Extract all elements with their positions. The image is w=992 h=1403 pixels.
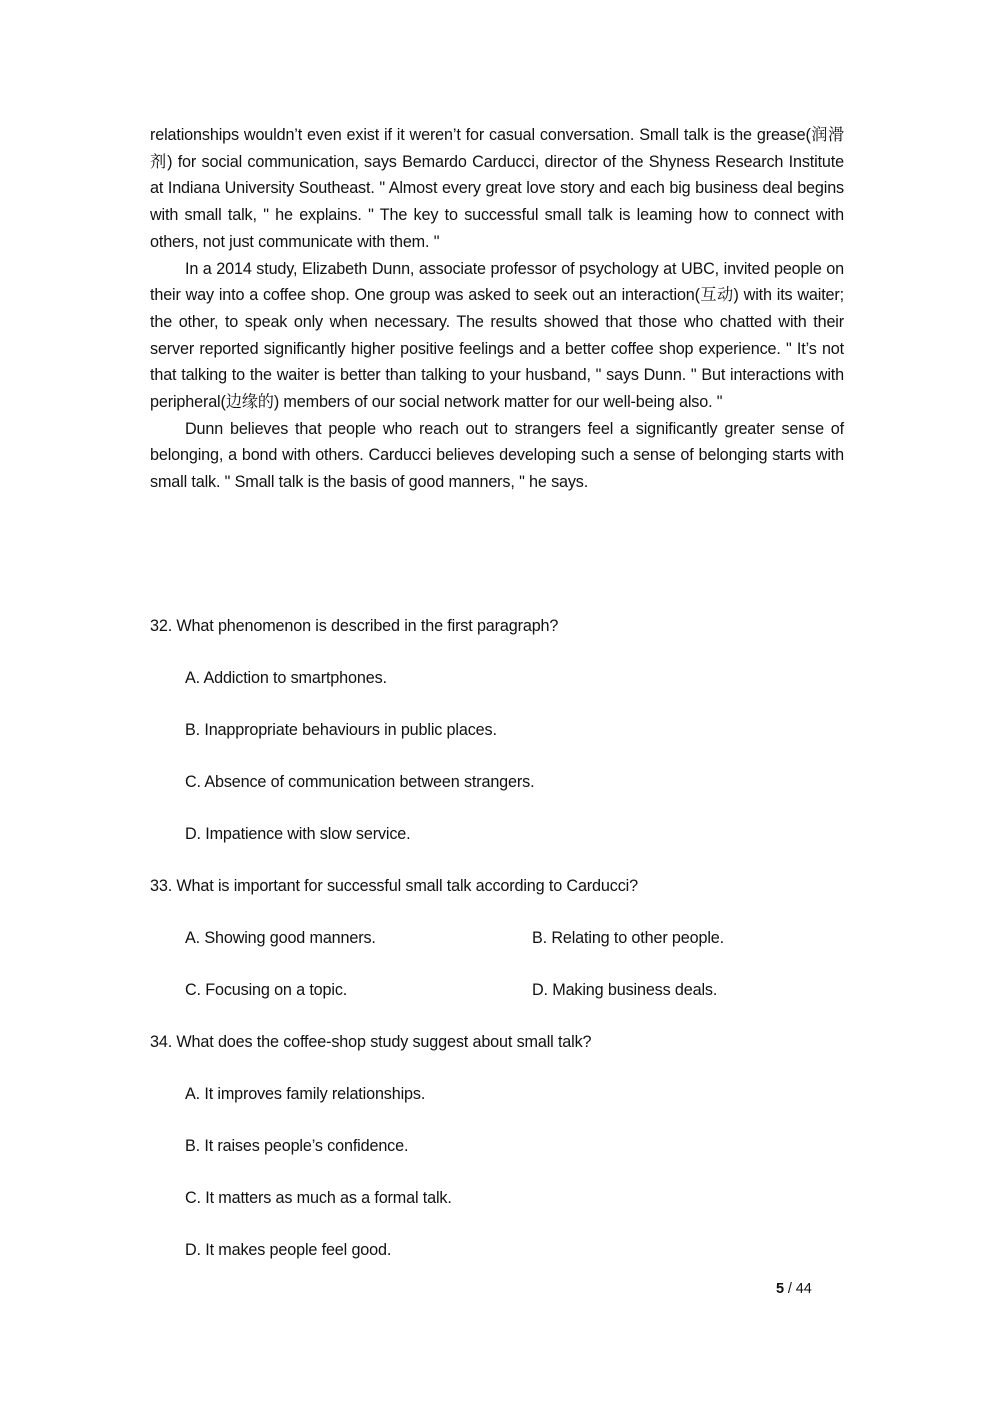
passage-paragraph-3: Dunn believes that people who reach out to strangers feel a significantly greater sense of belonging, a bond with others. Carducci believes developing such a sense of belonging starts with small talk. " Small talk is the basis of good manners, " he says. bbox=[150, 419, 844, 492]
passage bbox=[150, 122, 844, 496]
question-number: 32. bbox=[150, 617, 173, 635]
question-33 bbox=[150, 875, 638, 897]
option-33-b: B. Relating to other people. bbox=[532, 929, 724, 947]
question-34 bbox=[150, 1031, 591, 1053]
option-34-c: C. It matters as much as a formal talk. bbox=[185, 1189, 452, 1207]
page-separator: / bbox=[783, 1281, 796, 1297]
passage-paragraph-1: relationships wouldn’t even exist if it weren’t for casual conversation. Small talk is the grease(润滑剂) for social communication, says Bemardo Carducci, director of the Shyness Research Institute at Indiana University Southeast. " Almost every great love story and each big business deal begins with small talk, " he explains. " The key to successful small talk is leaming how to connect with others, not just communicate with them. " bbox=[150, 126, 844, 251]
option-33-a: A. Showing good manners. bbox=[185, 929, 376, 947]
question-number: 33. bbox=[150, 877, 173, 895]
option-34-b: B. It raises people’s confidence. bbox=[185, 1137, 409, 1155]
option-32-b: B. Inappropriate behaviours in public places. bbox=[185, 721, 497, 739]
question-32 bbox=[150, 615, 558, 637]
page-number bbox=[776, 1279, 812, 1299]
option-34-a: A. It improves family relationships. bbox=[185, 1085, 426, 1103]
question-text: What does the coffee-shop study suggest about small talk? bbox=[176, 1033, 592, 1051]
current-page: 5 bbox=[776, 1281, 784, 1297]
question-text: What is important for successful small talk according to Carducci? bbox=[176, 877, 638, 895]
option-34-d: D. It makes people feel good. bbox=[185, 1241, 392, 1259]
question-text: What phenomenon is described in the first paragraph? bbox=[176, 617, 559, 635]
option-32-a: A. Addiction to smartphones. bbox=[185, 669, 387, 687]
option-32-d: D. Impatience with slow service. bbox=[185, 825, 411, 843]
question-number: 34. bbox=[150, 1033, 173, 1051]
option-33-d: D. Making business deals. bbox=[532, 981, 718, 999]
passage-paragraph-2: In a 2014 study, Elizabeth Dunn, associate professor of psychology at UBC, invited people on their way into a coffee shop. One group was asked to seek out an interaction(互动) with its waiter; the other, to speak only when necessary. The results showed that those who chatted with their server reported significantly higher positive feelings and a better coffee shop experience. " It’s not that talking to the waiter is better than talking to your husband, " says Dunn. " But interactions with peripheral(边缘的) members of our social network matter for our well-being also. " bbox=[150, 259, 844, 412]
option-33-c: C. Focusing on a topic. bbox=[185, 981, 348, 999]
total-pages: 44 bbox=[795, 1281, 812, 1297]
option-32-c: C. Absence of communication between strangers. bbox=[185, 773, 535, 791]
